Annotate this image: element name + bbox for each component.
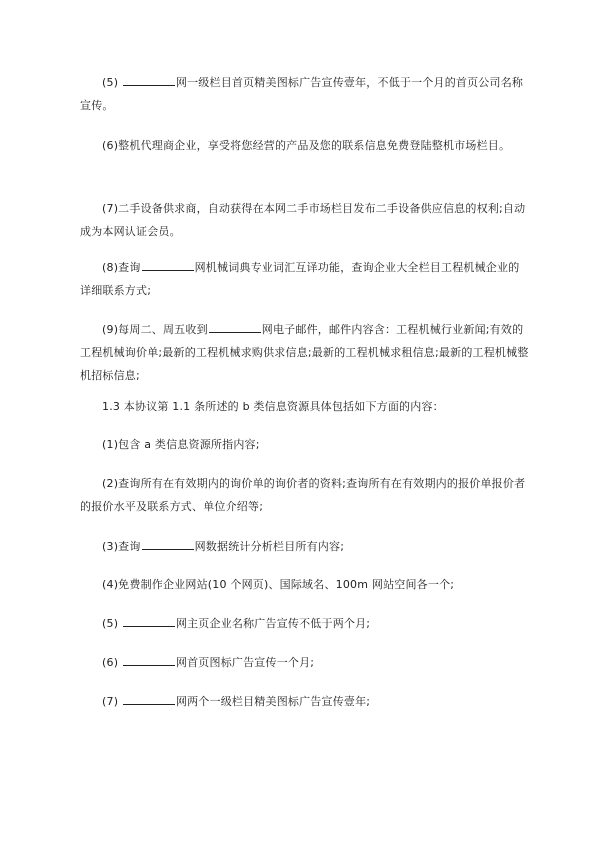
blank-line bbox=[123, 693, 175, 705]
clause-a5-prefix: (5) bbox=[102, 76, 122, 89]
clause-b4 bbox=[80, 573, 530, 596]
clause-a6 bbox=[80, 134, 530, 157]
clause-b4-text: (4)免费制作企业网站(10 个网页)、国际域名、100m 网站空间各一个; bbox=[102, 578, 455, 591]
clause-b6-prefix: (6) bbox=[102, 656, 122, 669]
clause-b5-text: 网主页企业名称广告宣传不低于两个月; bbox=[175, 617, 371, 630]
clause-b1 bbox=[80, 433, 530, 456]
clause-a9-prefix: (9)每周二、周五收到 bbox=[102, 323, 208, 336]
clause-b7-text: 网两个一级栏目精美图标广告宣传壹年; bbox=[175, 695, 371, 708]
clause-a8 bbox=[80, 256, 530, 302]
clause-b6 bbox=[80, 651, 530, 674]
clause-b5-prefix: (5) bbox=[102, 617, 122, 630]
blank-line bbox=[142, 259, 194, 271]
clause-b2-text: (2)查询所有在有效期内的询价单的询价者的资料;查询所有在有效期内的报价单报价者的报价水平及联系方式、单位介绍等; bbox=[80, 477, 526, 513]
clause-b3-prefix: (3)查询 bbox=[102, 540, 141, 553]
clause-b3 bbox=[80, 535, 530, 558]
clause-b2 bbox=[80, 472, 530, 518]
clause-b3-text: 网数据统计分析栏目所有内容; bbox=[194, 540, 345, 553]
clause-b1-text: (1)包含 a 类信息资源所指内容; bbox=[102, 438, 260, 451]
clause-b7-prefix: (7) bbox=[102, 695, 122, 708]
clause-a9 bbox=[80, 318, 530, 387]
clause-a8-text: 网机械词典专业词汇互译功能，查询企业大全栏目工程机械企业的详细联系方式; bbox=[80, 261, 520, 297]
clause-a8-prefix: (8)查询 bbox=[102, 261, 141, 274]
clause-a5 bbox=[80, 71, 530, 117]
clause-a9-text: 网电子邮件，邮件内容含：工程机械行业新闻;有效的工程机械询价单;最新的工程机械求购供求信息;最新的工程机械求租信息;最新的工程机械整机招标信息; bbox=[80, 323, 529, 382]
blank-line bbox=[209, 321, 261, 333]
section-1-3-heading bbox=[80, 395, 530, 418]
blank-line bbox=[123, 654, 175, 666]
clause-a7-text: (7)二手设备供求商，自动获得在本网二手市场栏目发布二手设备供应信息的权利;自动成为本网认证会员。 bbox=[80, 202, 526, 238]
clause-a6-text: (6)整机代理商企业，享受将您经营的产品及您的联系信息免费登陆整机市场栏目。 bbox=[102, 139, 511, 152]
clause-a5-text: 网一级栏目首页精美图标广告宣传壹年，不低于一个月的首页公司名称宣传。 bbox=[80, 76, 524, 112]
blank-line bbox=[123, 74, 175, 86]
clause-b6-text: 网首页图标广告宣传一个月; bbox=[175, 656, 315, 669]
blank-line bbox=[142, 538, 194, 550]
clause-b7 bbox=[80, 690, 530, 713]
clause-a7 bbox=[80, 197, 530, 243]
section-1-3-text: 1.3 本协议第 1.1 条所述的 b 类信息资源具体包括如下方面的内容： bbox=[102, 400, 444, 413]
blank-line bbox=[123, 615, 175, 627]
clause-b5 bbox=[80, 612, 530, 635]
